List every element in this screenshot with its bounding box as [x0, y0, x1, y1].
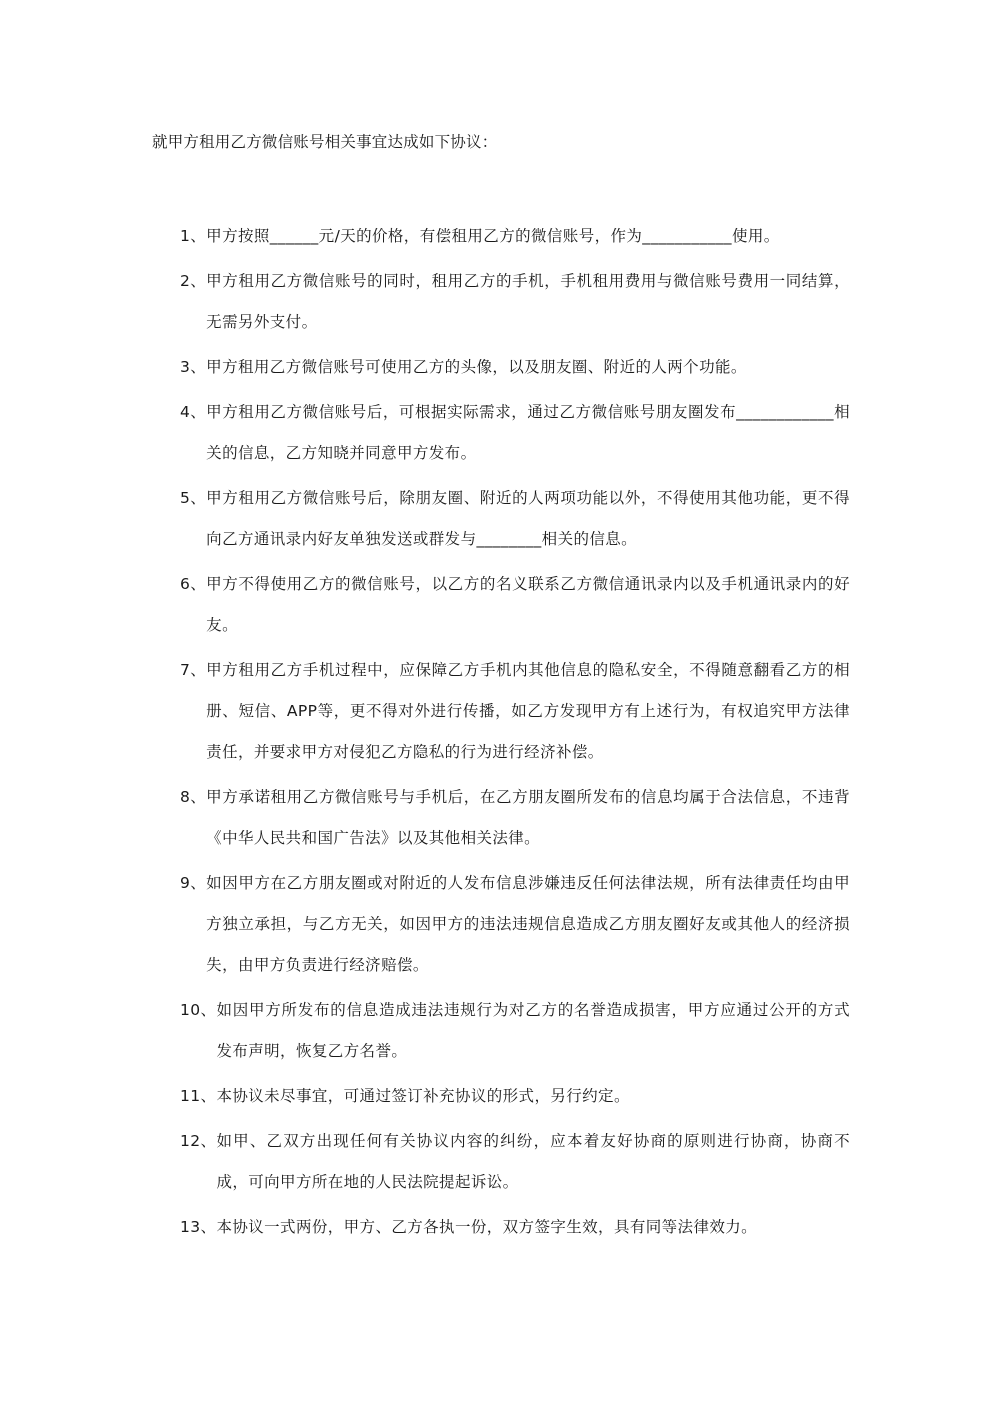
- clause-text: 甲方租用乙方微信账号可使用乙方的头像，以及朋友圈、附近的人两个功能。: [206, 358, 747, 376]
- clause-3: [180, 347, 850, 388]
- clause-text: 如因甲方在乙方朋友圈或对附近的人发布信息涉嫌违反任何法律法规，所有法律责任均由甲方独立承担，与乙方无关，如因甲方的违法违规信息造成乙方朋友圈好友或其他人的经济损失，由甲方负责进行经济赔偿。: [206, 874, 850, 974]
- intro-paragraph: 就甲方租用乙方微信账号相关事宜达成如下协议：: [152, 133, 498, 151]
- clause-number: 9、: [180, 874, 207, 892]
- clause-number: 4、: [180, 403, 207, 421]
- clause-2: [180, 261, 850, 343]
- clause-number: 7、: [180, 661, 207, 679]
- clause-text: 本协议一式两份，甲方、乙方各执一份，双方签字生效，具有同等法律效力。: [216, 1218, 758, 1236]
- clause-text: 甲方租用乙方微信账号后，可根据实际需求，通过乙方微信账号朋友圈发布____________相关的信息，乙方知晓并同意甲方发布。: [206, 403, 850, 462]
- clause-number: 2、: [180, 272, 207, 290]
- clause-text: 甲方按照______元/天的价格，有偿租用乙方的微信账号，作为___________使用。: [206, 227, 780, 245]
- clause-number: 8、: [180, 788, 207, 806]
- clause-text: 如甲、乙双方出现任何有关协议内容的纠纷，应本着友好协商的原则进行协商，协商不成，可向甲方所在地的人民法院提起诉讼。: [216, 1132, 850, 1191]
- clause-12: [180, 1121, 850, 1203]
- clause-text: 本协议未尽事宜，可通过签订补充协议的形式，另行约定。: [216, 1087, 630, 1105]
- clause-number: 6、: [180, 575, 207, 593]
- clause-text: 甲方不得使用乙方的微信账号，以乙方的名义联系乙方微信通讯录内以及手机通讯录内的好友。: [206, 575, 850, 634]
- clause-number: 10、: [180, 1001, 217, 1019]
- clause-number: 5、: [180, 489, 207, 507]
- clause-text: 甲方租用乙方微信账号后，除朋友圈、附近的人两项功能以外，不得使用其他功能，更不得向乙方通讯录内好友单独发送或群发与________相关的信息。: [206, 489, 850, 548]
- clause-5: [180, 478, 850, 560]
- clause-text: 如因甲方所发布的信息造成违法违规行为对乙方的名誉造成损害，甲方应通过公开的方式发布声明，恢复乙方名誉。: [216, 1001, 850, 1060]
- clause-9: [180, 863, 850, 986]
- clause-list: [180, 216, 850, 1252]
- clause-number: 13、: [180, 1218, 217, 1236]
- clause-text: 甲方租用乙方微信账号的同时，租用乙方的手机，手机租用费用与微信账号费用一同结算，无需另外支付。: [206, 272, 850, 331]
- clause-text: 甲方租用乙方手机过程中，应保障乙方手机内其他信息的隐私安全，不得随意翻看乙方的相册、短信、APP等，更不得对外进行传播，如乙方发现甲方有上述行为，有权追究甲方法律责任，并要求甲方对侵犯乙方隐私的行为进行经济补偿。: [206, 661, 850, 761]
- clause-10: [180, 990, 850, 1072]
- clause-8: [180, 777, 850, 859]
- clause-number: 12、: [180, 1132, 217, 1150]
- clause-text: 甲方承诺租用乙方微信账号与手机后，在乙方朋友圈所发布的信息均属于合法信息，不违背《中华人民共和国广告法》以及其他相关法律。: [206, 788, 850, 847]
- clause-number: 11、: [180, 1087, 217, 1105]
- clause-1: [180, 216, 850, 257]
- clause-7: [180, 650, 850, 773]
- clause-13: [180, 1207, 850, 1248]
- clause-6: [180, 564, 850, 646]
- clause-4: [180, 392, 850, 474]
- clause-11: [180, 1076, 850, 1117]
- clause-number: 3、: [180, 358, 207, 376]
- clause-number: 1、: [180, 227, 207, 245]
